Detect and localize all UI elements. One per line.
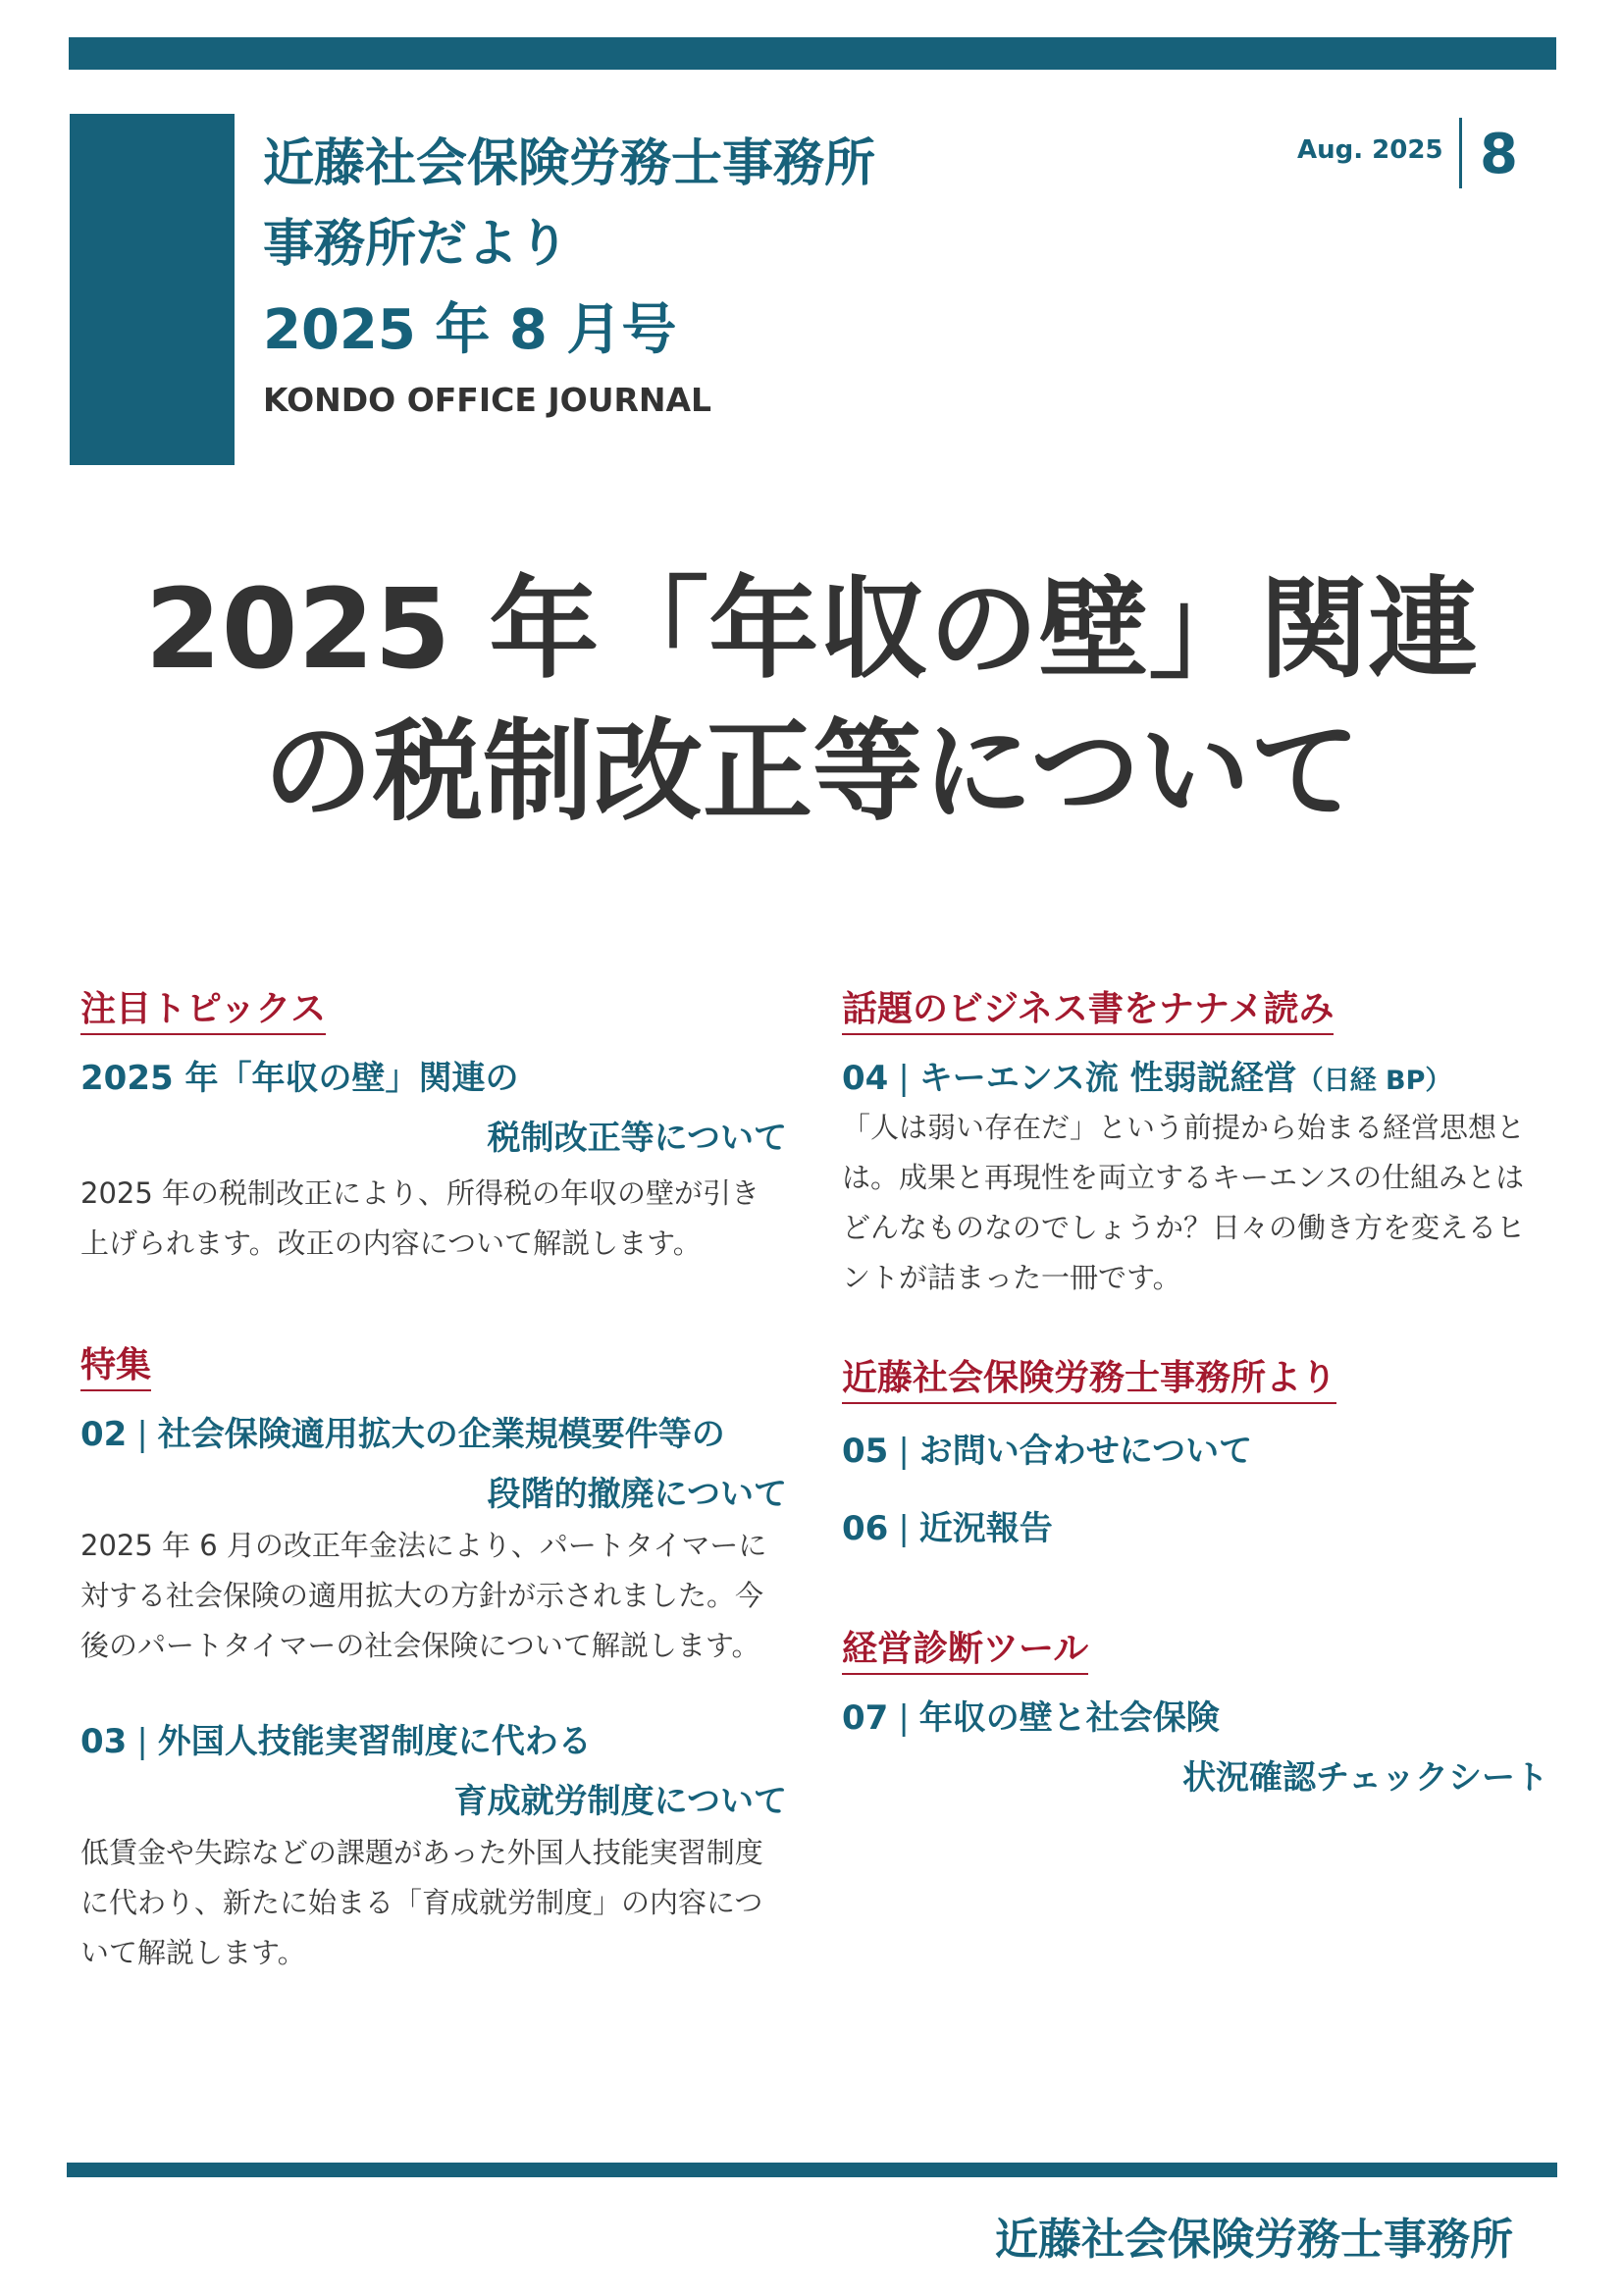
- article-04-publisher: （日経 BP）: [1296, 1066, 1452, 1096]
- article-02-summary: 2025 年 6 月の改正年金法により、パートタイマーに対する社会保険の適用拡大の方針が示されました。今後のパートタイマーの社会保険について解説します。: [80, 1529, 767, 1662]
- office-section: [842, 1350, 1529, 1549]
- article-07-title-line-1: 年収の壁と社会保険: [918, 1698, 1220, 1738]
- bottom-rule: [67, 2163, 1557, 2177]
- article-02-title[interactable]: [80, 1407, 787, 1455]
- article-04-summary: 「人は弱い存在だ」という前提から始まる経営思想とは。成果と再現性を両立するキーエンスの仕組みとはどんなものなのでしょうか？日々の働き方を変えるヒントが詰まった一冊です。: [842, 1111, 1526, 1294]
- article-06-title[interactable]: [842, 1501, 1529, 1549]
- article-04-title-text: キーエンス流 性弱説経営: [918, 1059, 1297, 1098]
- article-02-number: 02: [80, 1415, 128, 1454]
- separator: |: [136, 1415, 148, 1454]
- separator: |: [898, 1432, 910, 1471]
- feature-section: [80, 1337, 787, 1978]
- section-heading-office: 近藤社会保険労務士事務所より: [842, 1358, 1336, 1404]
- separator: |: [898, 1059, 910, 1098]
- masthead-office-name: 近藤社会保険労務士事務所: [263, 134, 876, 193]
- article-03-title-line-2[interactable]: 育成就労制度について: [453, 1782, 787, 1821]
- article-07-title-line-2[interactable]: 状況確認チェックシート: [1182, 1758, 1548, 1798]
- section-heading-tool: 経営診断ツール: [842, 1629, 1088, 1675]
- article-05-title[interactable]: [842, 1424, 1529, 1472]
- article-04-title[interactable]: [842, 1051, 1529, 1099]
- date-divider: [1459, 118, 1462, 188]
- article-02-title-line-1: 社会保険適用拡大の企業規模要件等の: [157, 1415, 725, 1454]
- tool-section: [842, 1621, 1548, 1799]
- headline-line-1: 2025 年「年収の壁」関連: [144, 566, 1479, 694]
- article-03-title[interactable]: [80, 1714, 787, 1762]
- header-accent-block: [70, 114, 235, 465]
- article-07-number: 07: [842, 1698, 889, 1738]
- masthead-subtitle: 事務所だより: [263, 215, 570, 274]
- section-heading-books: 話題のビジネス書をナナメ読み: [842, 989, 1334, 1035]
- section-heading-feature: 特集: [80, 1345, 151, 1391]
- books-section: [842, 981, 1529, 1303]
- article-05-title-text: お問い合わせについて: [918, 1432, 1253, 1471]
- main-headline: [0, 559, 1623, 844]
- article-02-title-line-2[interactable]: 段階的撤廃について: [487, 1475, 787, 1514]
- topics-section: [80, 981, 787, 1269]
- separator: |: [136, 1722, 148, 1761]
- topic-title-line-2[interactable]: 税制改正等について: [487, 1119, 787, 1158]
- article-03-number: 03: [80, 1722, 128, 1761]
- top-rule: [69, 37, 1556, 70]
- topic-title-line-1[interactable]: 2025 年「年収の壁」関連の: [80, 1059, 519, 1098]
- volume-number: 8: [1480, 123, 1518, 186]
- topic-summary: 2025 年の税制改正により、所得税の年収の壁が引き上げられます。改正の内容について解説します。: [80, 1176, 760, 1260]
- article-04-number: 04: [842, 1059, 889, 1098]
- section-heading-topics: 注目トピックス: [80, 989, 326, 1035]
- issue-date: Aug. 2025: [1297, 135, 1443, 165]
- separator: |: [898, 1698, 910, 1738]
- headline-line-2: の税制改正等について: [263, 708, 1360, 836]
- article-06-number: 06: [842, 1509, 889, 1548]
- masthead-issue: 2025 年 8 月号: [263, 298, 677, 362]
- footer-office-name: 近藤社会保険労務士事務所: [995, 2215, 1513, 2265]
- article-05-number: 05: [842, 1432, 889, 1471]
- journal-english-name: KONDO OFFICE JOURNAL: [263, 381, 712, 419]
- separator: |: [898, 1509, 910, 1548]
- article-06-title-text: 近況報告: [918, 1509, 1053, 1548]
- article-07-title[interactable]: [842, 1691, 1548, 1739]
- article-03-title-line-1: 外国人技能実習制度に代わる: [157, 1722, 592, 1761]
- article-03-summary: 低賃金や失踪などの課題があった外国人技能実習制度に代わり、新たに始まる「育成就労制度」の内容について解説します。: [80, 1836, 763, 1969]
